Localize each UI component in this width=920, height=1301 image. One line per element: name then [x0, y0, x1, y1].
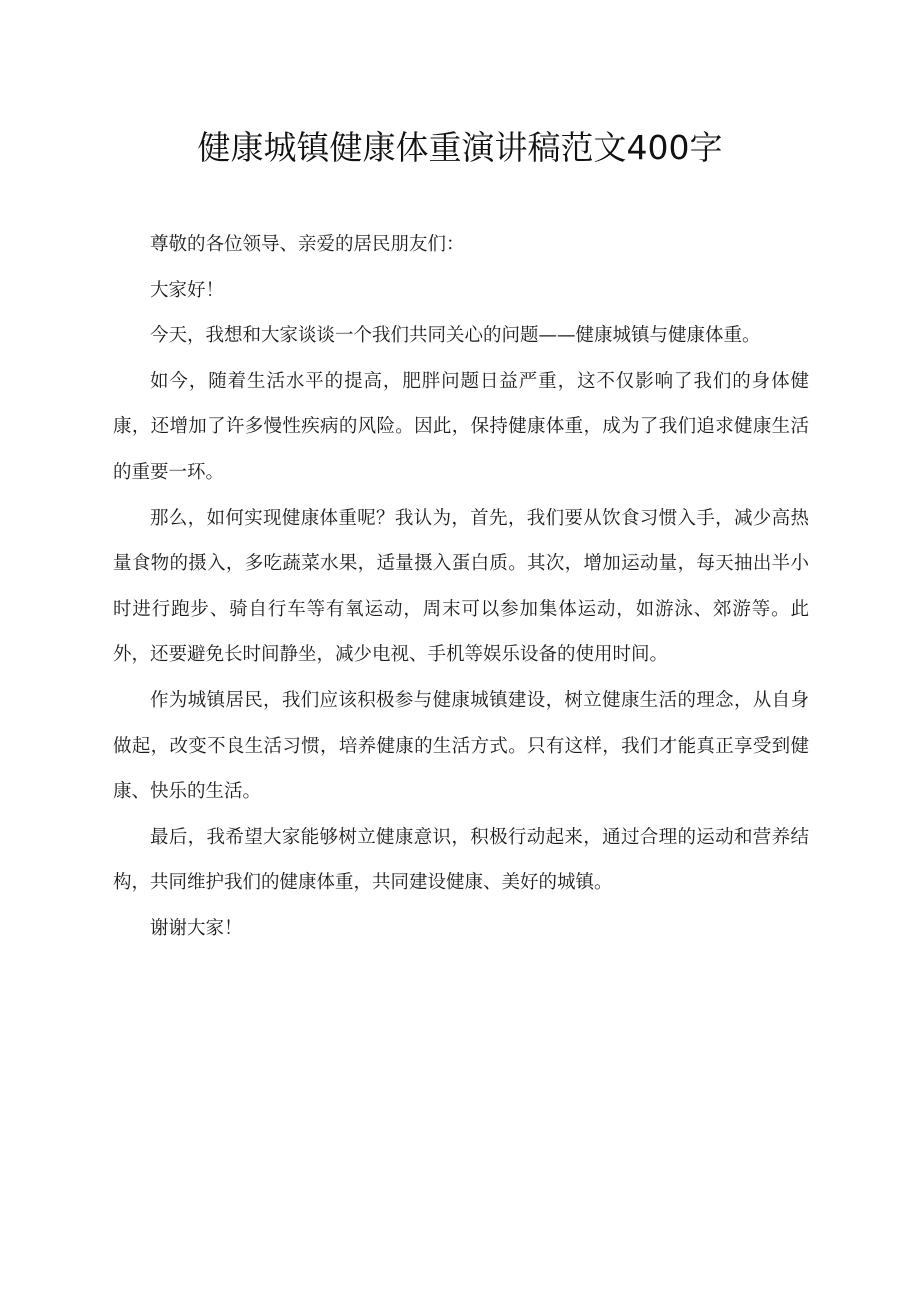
- document-body: [113, 222, 809, 952]
- paragraph-topic-intro: 今天，我想和大家谈谈一个我们共同关心的问题——健康城镇与健康体重。: [150, 325, 761, 347]
- paragraph-closing-hope: 最后，我希望大家能够树立健康意识，积极行动起来，通过合理的运动和营养结构，共同维护我们的健康体重，共同建设健康、美好的城镇。: [113, 826, 809, 894]
- paragraph-greeting: 大家好！: [150, 279, 225, 301]
- paragraph-obesity-problem: 如今，随着生活水平的提高，肥胖问题日益严重，这不仅影响了我们的身体健康，还增加了许多慢性疾病的风险。因此，保持健康体重，成为了我们追求健康生活的重要一环。: [113, 370, 809, 483]
- paragraph-how-to-achieve: 那么，如何实现健康体重呢？我认为，首先，我们要从饮食习惯入手，减少高热量食物的摄入，多吃蔬菜水果，适量摄入蛋白质。其次，增加运动量，每天抽出半小时进行跑步、骑自行车等有氧运动，周末可以参加集体运动，如游泳、郊游等。此外，还要避免长时间静坐，减少电视、手机等娱乐设备的使用时间。: [113, 507, 809, 666]
- paragraph-salutation: 尊敬的各位领导、亲爱的居民朋友们：: [150, 234, 465, 255]
- paragraph-thanks: 谢谢大家！: [150, 917, 243, 939]
- document-title: 健康城镇健康体重演讲稿范文400字: [197, 128, 723, 167]
- paragraph-resident-role: 作为城镇居民，我们应该积极参与健康城镇建设，树立健康生活的理念，从自身做起，改变不良生活习惯，培养健康的生活方式。只有这样，我们才能真正享受到健康、快乐的生活。: [113, 689, 809, 803]
